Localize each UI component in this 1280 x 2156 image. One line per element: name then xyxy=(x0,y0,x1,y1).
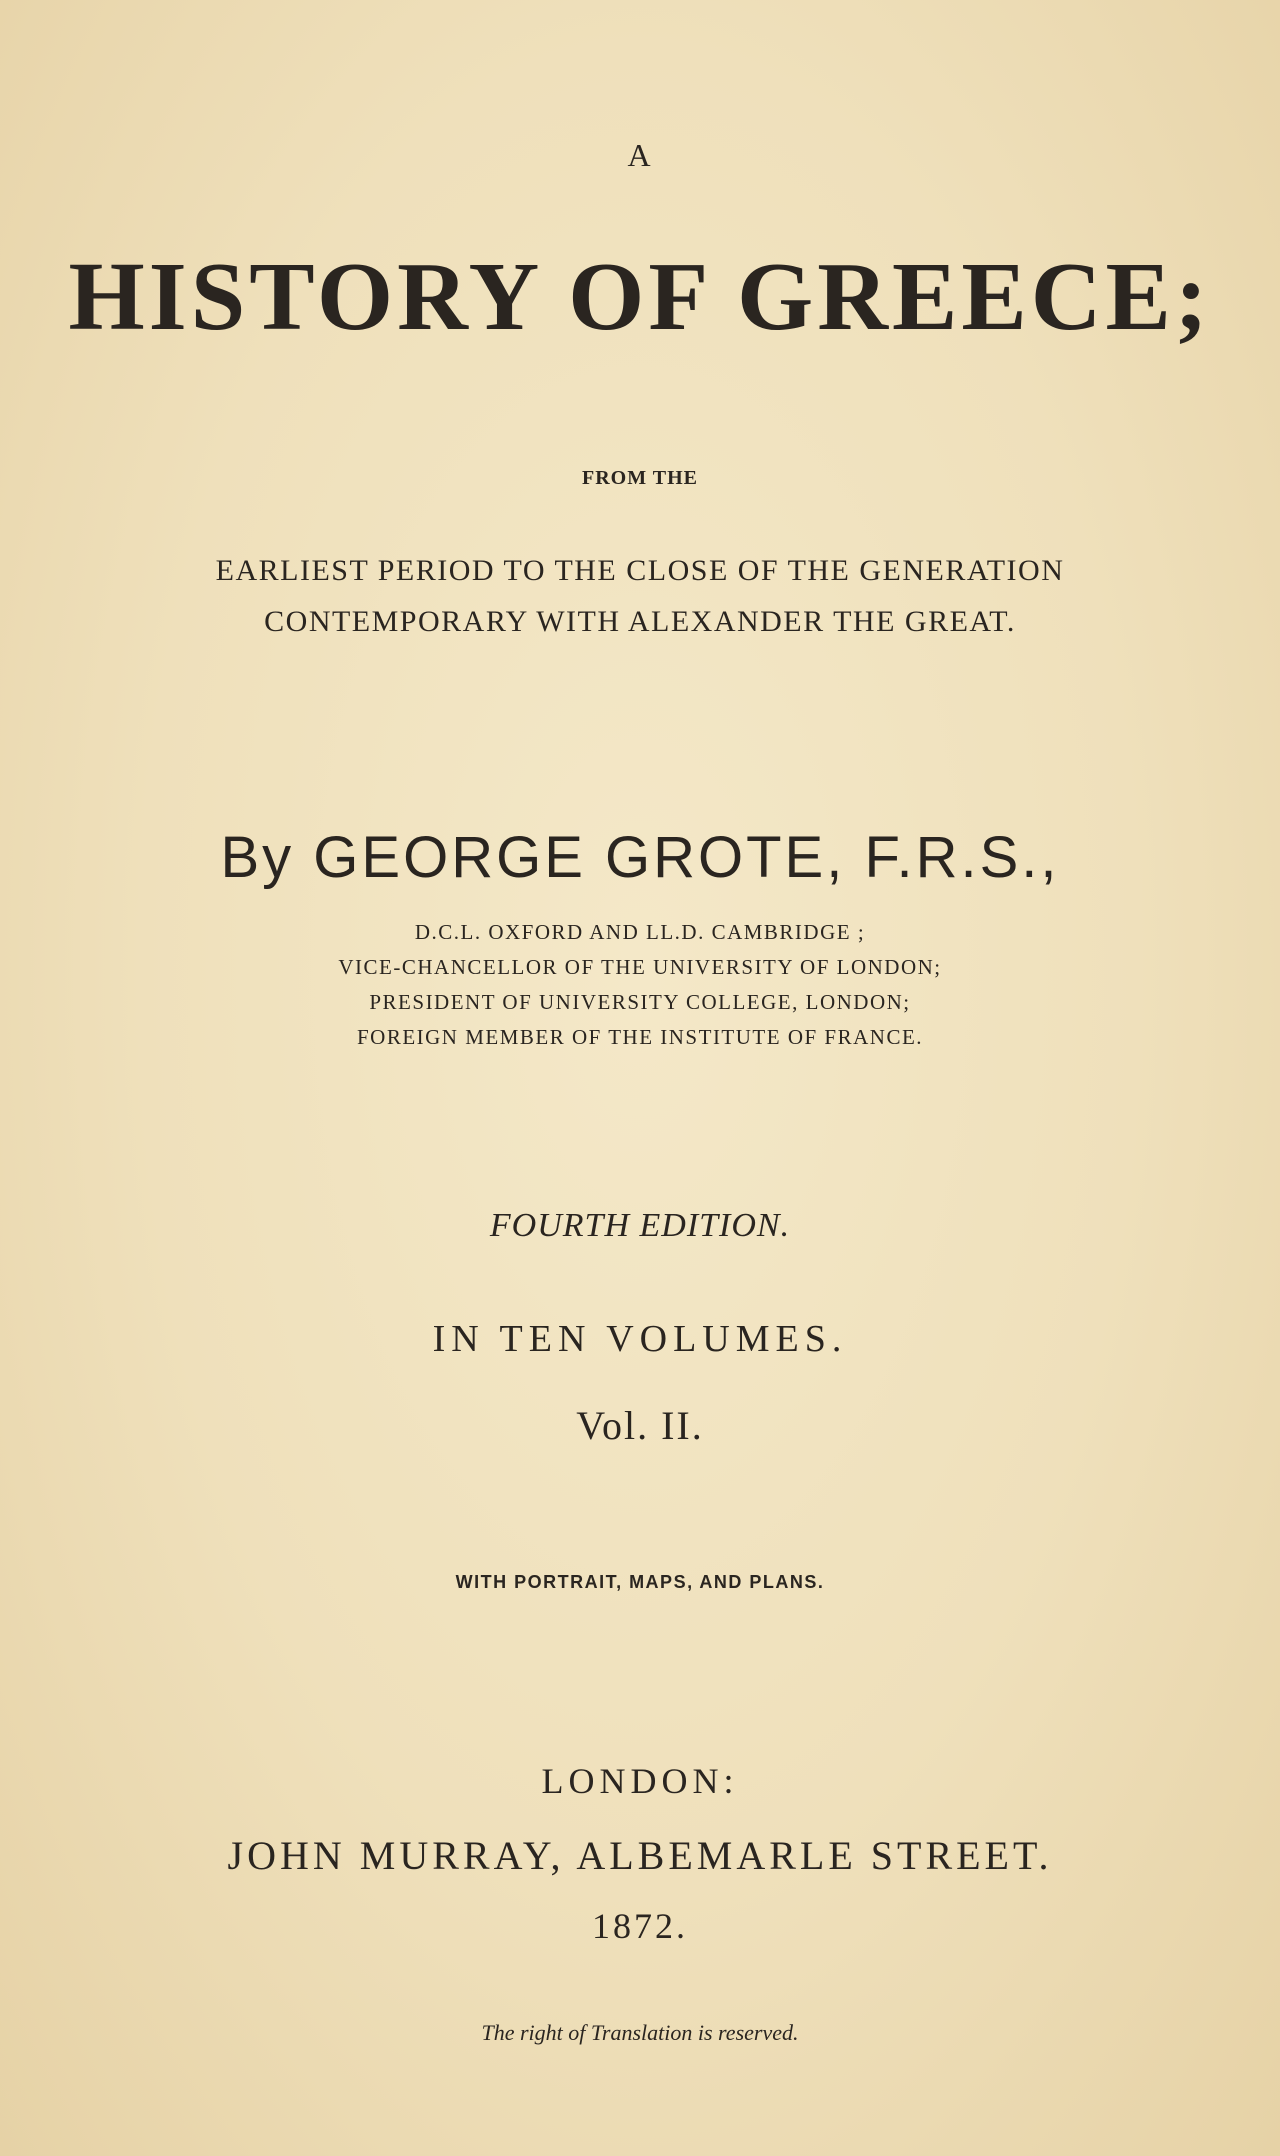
volumes-label: IN TEN VOLUMES. xyxy=(432,1318,848,1360)
volume-number: Vol. II. xyxy=(576,1403,704,1448)
subtitle-line-1: EARLIEST PERIOD TO THE CLOSE OF THE GENERATION xyxy=(215,554,1065,587)
rights-notice: The right of Translation is reserved. xyxy=(481,2020,799,2045)
book-title: HISTORY OF GREECE; xyxy=(68,243,1212,351)
imprint-city: LONDON: xyxy=(541,1761,739,1801)
author-credential: PRESIDENT OF UNIVERSITY COLLEGE, LONDON; xyxy=(369,990,911,1014)
title-article: A xyxy=(627,137,653,173)
author-credential: D.C.L. OXFORD AND LL.D. CAMBRIDGE ; xyxy=(414,920,866,944)
imprint-publisher: JOHN MURRAY, ALBEMARLE STREET. xyxy=(227,1833,1053,1878)
author-credential: FOREIGN MEMBER OF THE INSTITUTE OF FRANCE. xyxy=(356,1025,924,1049)
subtitle-line-2: CONTEMPORARY WITH ALEXANDER THE GREAT. xyxy=(264,605,1016,638)
author-credential: VICE-CHANCELLOR OF THE UNIVERSITY OF LONDON; xyxy=(338,955,942,979)
illustrations-note: WITH PORTRAIT, MAPS, AND PLANS. xyxy=(455,1572,825,1592)
from-the-label: FROM THE xyxy=(582,467,698,489)
author-line: By GEORGE GROTE, F.R.S., xyxy=(220,825,1060,890)
imprint-year: 1872. xyxy=(592,1906,688,1946)
edition-label: FOURTH EDITION. xyxy=(489,1207,791,1244)
